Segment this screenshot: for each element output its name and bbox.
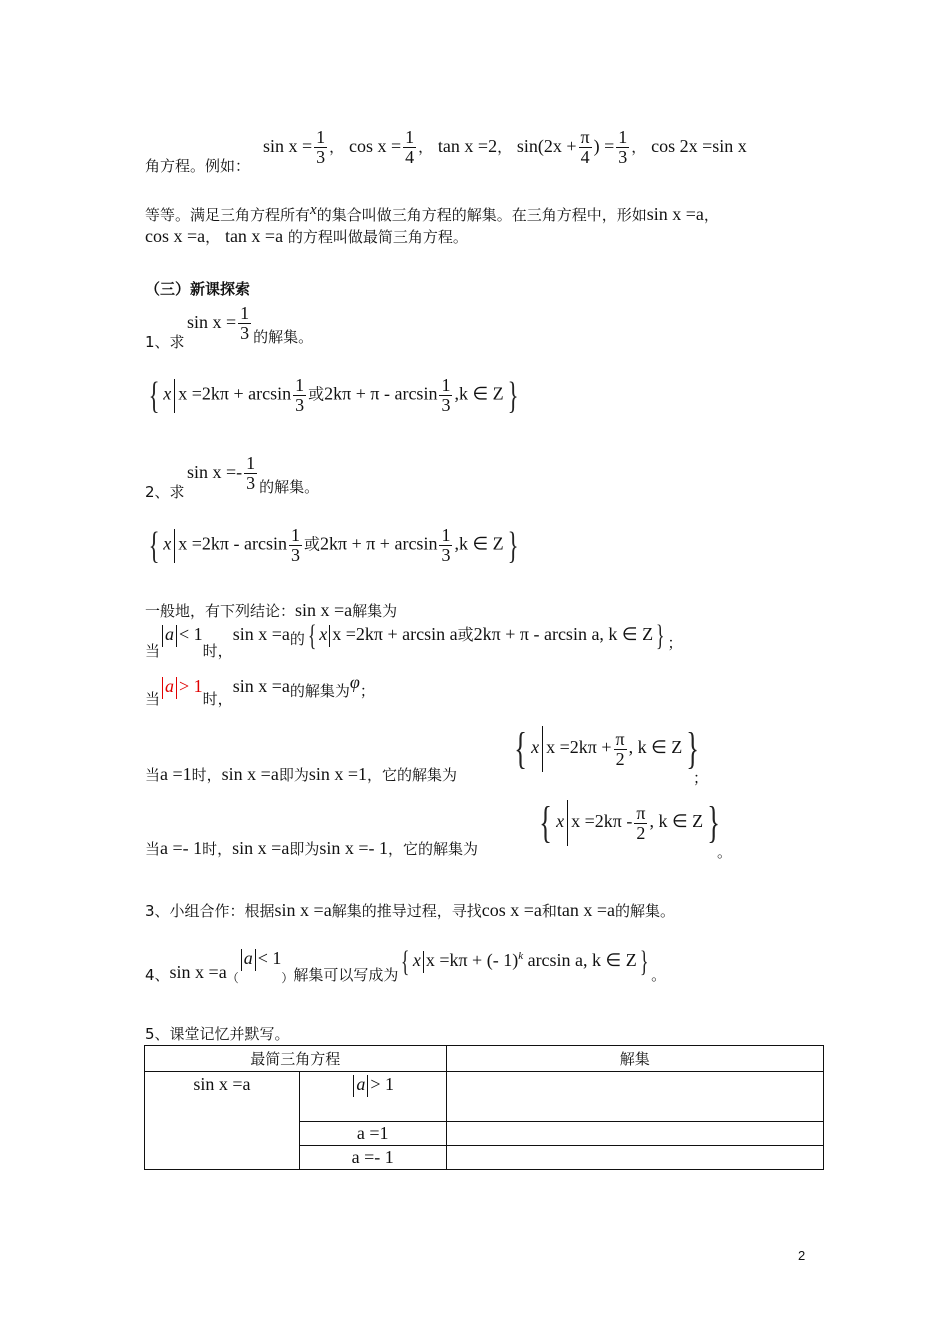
recall-table [144, 1045, 824, 1170]
q2-solution-set: { x x =2kπ - arcsin $\frac{1}{3}$ 或2kπ + π + arcsin $\frac{1}{3}$ ,k ∈ Z} [148, 524, 519, 567]
condition-abs-gt-1: a > 1 [299, 1072, 446, 1122]
intro-prefix: 角方程。例如： [145, 157, 251, 175]
table-header-row [145, 1046, 824, 1072]
def-tan: tan x =a [224, 226, 284, 246]
example-1: sin x = [263, 136, 313, 156]
q1-solution-set: { x x =2kπ + arcsin $\frac{1}{3}$ 或2kπ + π - arcsin $\frac{1}{3}$ ,k ∈ Z} [148, 374, 519, 417]
case-abs-less-than-1: 当a < 1时，sin x =a的{ x x =2kπ + arcsin a或2kπ + π - arcsin a, k ∈ Z} ； [145, 618, 683, 660]
question-4: 4、$\sin x =a_(a < 1_)$解集可以写成为{ x x =kπ + (- 1)$^k$ arcsin a, k ∈ Z} 。 [145, 944, 667, 985]
example-4-frac: $\frac{\pi}{4}$ [580, 127, 590, 167]
intro-line [145, 127, 747, 175]
example-1-frac: $\frac{1}{3}$ [316, 127, 326, 167]
table-row [145, 1072, 824, 1122]
answer-cell-1[interactable] [446, 1072, 823, 1122]
def-sin: sin x =a [646, 204, 704, 224]
page-number: 2 [798, 1248, 806, 1263]
example-4-result-frac: $\frac{1}{3}$ [618, 127, 628, 167]
example-5: cos 2x =sin x [651, 136, 747, 156]
q1-frac: $\frac{1}{3}$ [240, 303, 250, 343]
question-5-title: 5、课堂记忆并默写。 [145, 1025, 290, 1043]
def-cos: cos x =a [145, 226, 206, 246]
intro-examples: sin x = $\frac{1}{3}$ ， cos x = $\frac{1}{4}$ ， tan x =2， sin(2x + $\frac{\pi}{4}$ ) = $\frac{1}{3}$ ， cos 2x =sin x [263, 127, 747, 167]
question-3: 3、小组合作：根据sin x =a解集的推导过程，寻找cos x =a和tan x =a的解集。 [145, 900, 676, 920]
example-2-frac: $\frac{1}{4}$ [405, 127, 415, 167]
example-2: cos x = [348, 136, 402, 156]
q2-frac: $\frac{1}{3}$ [246, 453, 256, 493]
case-abs-greater-than-1: 当a > 1时，sin x =a的解集为φ； [145, 672, 375, 708]
definition-line-2: cos x =a， tan x =a 的方程叫做最简三角方程。 [145, 226, 468, 246]
header-equation: 最简三角方程 [145, 1046, 447, 1072]
answer-cell-2[interactable] [446, 1122, 823, 1146]
condition-a-eq-1: a =1 [299, 1122, 446, 1146]
section-title: （三）新课探索 [145, 280, 251, 298]
answer-cell-3[interactable] [446, 1146, 823, 1170]
document-page: 角方程。例如： sin x = $\frac{1}{3}$ ， cos x = $\frac{1}{4}$ ， tan x =2， sin(2x + $\frac{\pi}{4}$ ) = $\frac{1}{3}$ ， cos 2x =sin x 等等。满足三角方程所有x的集合叫做三角方程的解集。在三角方程中，形如sin x =a， cos x =a， tan x =a 的方程叫做最简三角方程。 （三）新课探索 1、求 sin x = $\frac{1}{3}$ 的解集。 { x x =2kπ + arcsin $\frac{1}{3}$ 或2kπ + π - arcsin $\frac{1}{3}$ ,k ∈ Z} 2、求 sin x =- $\frac{1}{3}$ 的解集。 { x x =2kπ - arcsin $\frac{1}{3}$ 或2kπ + π + arcsin $\frac{1}{3}$ ,k ∈ Z} 一般地，有下列结论：sin x =a解集为 当a < 1时，sin x =a的{ x x =2kπ + arcsin a或2kπ + π - arcsin a, k ∈ Z} ； 当a > 1时，sin x =a的解集为φ； 当a =1时，sin x =a即为sin x =1，它的解集为 { x x =2kπ + $\frac{\pi}{2}$ , k ∈ Z} ； 当a =- 1时，sin x =a即为sin x =- 1，它的解集为 { x x =2kπ - $\frac{\pi}{2}$ , k ∈ Z} 。 3、小组合作：根据sin x =a解集的推导过程，寻找cos x =a和tan x =a的解集。 4、$\sin x =a_(a < 1_)$解集可以写成为{ x x =kπ + (- 1)$^k$ arcsin a, k ∈ Z} 。 5、课堂记忆并默写。 最简三角方程 解集 sin x =a a > 1 a =1 a =- 1 2 [0, 0, 950, 1344]
general-conclusion: 一般地，有下列结论：sin x =a解集为 [145, 600, 398, 620]
condition-a-eq-minus-1: a =- 1 [299, 1146, 446, 1170]
header-solution: 解集 [446, 1046, 823, 1072]
example-4: sin(2x + [516, 136, 577, 156]
equation-cell: sin x =a [145, 1072, 300, 1170]
definition-line-1: 等等。满足三角方程所有x的集合叫做三角方程的解集。在三角方程中，形如sin x =a， [145, 202, 719, 224]
example-3: tan x =2 [437, 136, 498, 156]
